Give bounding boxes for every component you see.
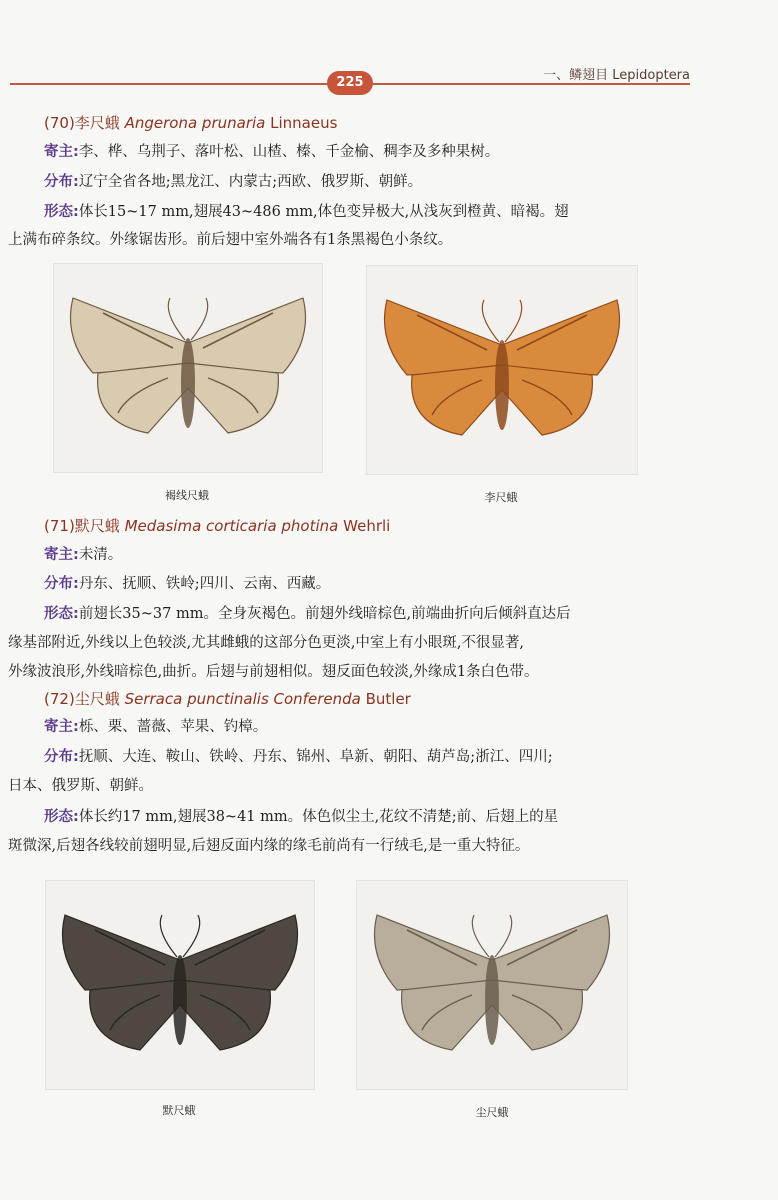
morphology-text: 上满布碎条纹。外缘锯齿形。前后翅中室外端各有1条黑褐色小条纹。: [8, 232, 453, 248]
morphology-text: 外缘波浪形,外线暗棕色,曲折。后翅与前翅相似。翅反面色较淡,外缘成1条白色带。: [8, 664, 539, 680]
moth-photo-2: [366, 265, 638, 475]
morphology-text: 前翅长35~37 mm。全身灰褐色。前翅外线暗棕色,前端曲折向后倾斜直达后: [78, 606, 571, 622]
host-label: 寄主:: [44, 719, 79, 735]
hindwing-right: [502, 365, 592, 435]
entry-cn-name: 李尺蛾: [74, 114, 120, 132]
entry-latin-name: Serraca punctinalis Conferenda: [124, 690, 361, 708]
hindwing-left: [98, 363, 188, 433]
morphology-label: 形态:: [44, 809, 79, 825]
antenna: [472, 915, 511, 957]
moth-image: [53, 263, 323, 473]
entry-71-morphology-cont: [8, 658, 688, 686]
moth-image: [356, 880, 628, 1090]
moth-body: [181, 338, 195, 428]
forewing-right: [492, 915, 610, 990]
entry-author: Linnaeus: [270, 114, 338, 132]
hindwing-left: [412, 365, 502, 435]
distribution-label: 分布:: [44, 749, 79, 765]
forewing-right: [502, 300, 620, 375]
forewing-left: [63, 915, 181, 990]
forewing-left: [385, 300, 503, 375]
entry-72-host: [44, 713, 688, 741]
host-label: 寄主:: [44, 547, 79, 563]
host-label: 寄主:: [44, 144, 79, 160]
distribution-text: 日本、俄罗斯、朝鲜。: [8, 778, 153, 794]
entry-cn-name: 默尺蛾: [74, 517, 120, 535]
host-text: 栎、栗、蔷薇、苹果、钓樟。: [78, 719, 268, 735]
moth-body: [485, 955, 499, 1045]
entry-71-morphology-cont: [8, 629, 688, 657]
photo-caption: 李尺蛾: [484, 491, 518, 504]
page-number: 225: [327, 71, 373, 95]
entry-latin-name: Angerona prunaria: [124, 114, 266, 132]
moth-photo-4: [356, 880, 628, 1090]
running-head: 一、鳞翅目 Lepidoptera: [543, 68, 690, 83]
morphology-text: 体长15~17 mm,翅展43~486 mm,体色变异极大,从浅灰到橙黄、暗褐。翅: [78, 204, 569, 220]
moth-image: [366, 265, 638, 475]
morphology-text: 斑微深,后翅各线较前翅明显,后翅反面内缘的缘毛前尚有一行绒毛,是一重大特征。: [8, 838, 530, 854]
antenna: [160, 915, 199, 957]
forewing-right: [188, 298, 306, 373]
morphology-text: 缘基部附近,外线以上色较淡,尤其雌蛾的这部分色更淡,中室上有小眼斑,不很显著,: [8, 635, 525, 651]
entry-72-title: [44, 688, 411, 709]
entry-72-morphology-cont: [8, 832, 688, 860]
entry-71-morphology: [44, 600, 688, 628]
entry-70-host: [44, 138, 688, 166]
hindwing-right: [492, 980, 582, 1050]
moth-photo-3: [45, 880, 315, 1090]
forewing-left: [375, 915, 493, 990]
antenna: [168, 298, 207, 340]
entry-number: (72): [44, 690, 75, 708]
distribution-text: 辽宁全省各地;黑龙江、内蒙古;西欧、俄罗斯、朝鲜。: [78, 174, 423, 190]
forewing-left: [71, 298, 189, 373]
host-text: 未清。: [78, 547, 123, 563]
moth-body: [495, 340, 509, 430]
distribution-text: 抚顺、大连、鞍山、铁岭、丹东、锦州、阜新、朝阳、葫芦岛;浙江、四川;: [78, 749, 553, 765]
antenna: [482, 300, 521, 342]
entry-70-morphology-cont: [8, 226, 688, 254]
entry-72-morphology: [44, 803, 688, 831]
entry-71-host: [44, 541, 688, 569]
entry-70-morphology: [44, 198, 688, 226]
morphology-text: 体长约17 mm,翅展38~41 mm。体色似尘土,花纹不清楚;前、后翅上的星: [78, 809, 559, 825]
forewing-right: [180, 915, 298, 990]
entry-70-title: [44, 112, 337, 133]
morphology-label: 形态:: [44, 606, 79, 622]
moth-image: [45, 880, 315, 1090]
hindwing-right: [180, 980, 270, 1050]
entry-cn-name: 尘尺蛾: [74, 690, 120, 708]
entry-number: (71): [44, 517, 75, 535]
photo-caption: 默尺蛾: [162, 1104, 196, 1117]
entry-70-distribution: [44, 168, 688, 196]
entry-author: Butler: [365, 690, 411, 708]
distribution-label: 分布:: [44, 576, 79, 592]
hindwing-left: [90, 980, 180, 1050]
hindwing-right: [188, 363, 278, 433]
host-text: 李、桦、乌荆子、落叶松、山楂、榛、千金榆、稠李及多种果树。: [78, 144, 500, 160]
moth-body: [173, 955, 187, 1045]
photo-caption: 尘尺蛾: [475, 1106, 509, 1119]
entry-72-distribution: [44, 743, 688, 771]
entry-71-title: [44, 515, 390, 536]
entry-72-distribution-cont: [8, 772, 688, 800]
entry-author: Wehrli: [343, 517, 391, 535]
morphology-label: 形态:: [44, 204, 79, 220]
photo-caption: 褐线尺蛾: [165, 489, 209, 502]
entry-latin-name: Medasima corticaria photina: [124, 517, 339, 535]
entry-number: (70): [44, 114, 75, 132]
entry-71-distribution: [44, 570, 688, 598]
distribution-text: 丹东、抚顺、铁岭;四川、云南、西藏。: [78, 576, 331, 592]
distribution-label: 分布:: [44, 174, 79, 190]
moth-photo-1: [53, 263, 323, 473]
hindwing-left: [402, 980, 492, 1050]
